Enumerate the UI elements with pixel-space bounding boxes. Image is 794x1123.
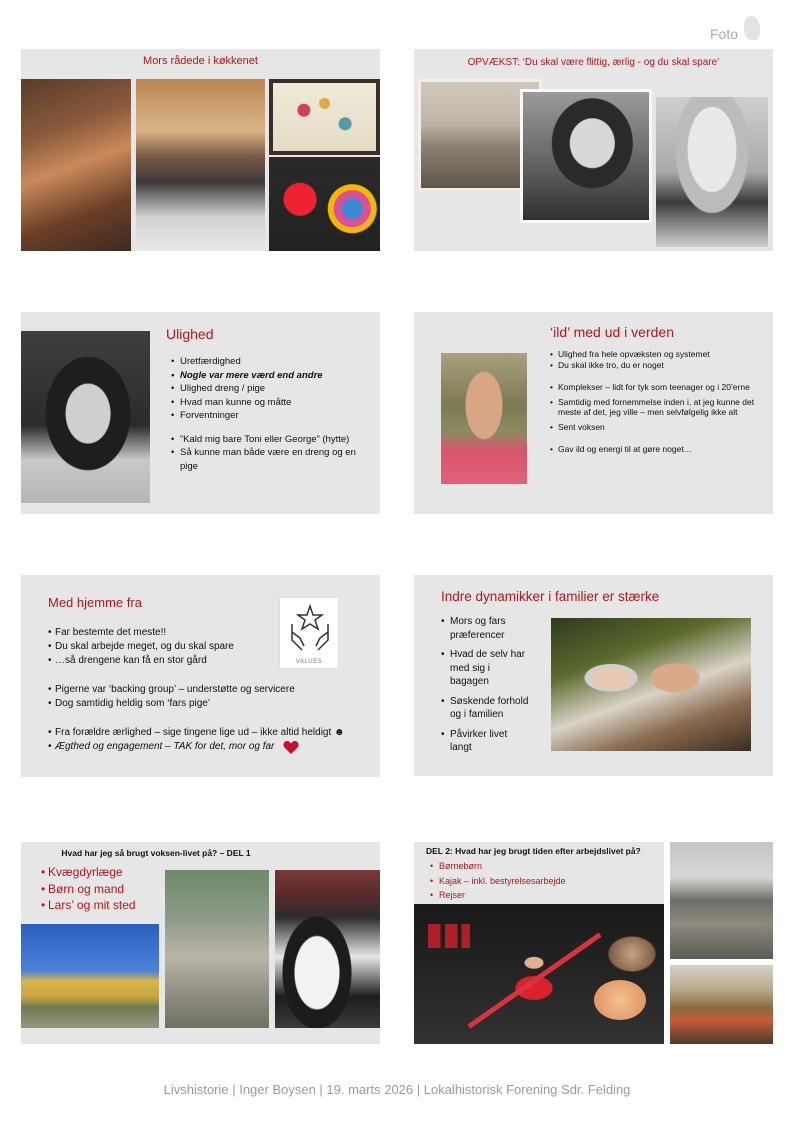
photo-train-station bbox=[670, 842, 773, 959]
slide-header-area bbox=[414, 842, 664, 904]
list-item: • Fra forældre ærlighed – sige tingene lige ud – ikke altid heldigt ☻ bbox=[48, 726, 368, 740]
photo-forest-kayaks bbox=[670, 965, 773, 1044]
list-item: • …så drengene kan få en stor gård bbox=[48, 654, 368, 668]
list-item: • Pigerne var ‘backing group’ – understøtte og servicere bbox=[48, 683, 368, 697]
slide-opvaekst bbox=[414, 49, 773, 251]
slide-title: Med hjemme fra bbox=[48, 595, 142, 610]
foto-label: Foto bbox=[710, 26, 739, 42]
slide-ild bbox=[414, 312, 773, 514]
slide-title: Ulighed bbox=[166, 326, 214, 342]
list-item: • Dog samtidig heldig som ‘fars pige’ bbox=[48, 697, 368, 711]
kayak-club-logo bbox=[428, 924, 470, 948]
photo-elderly-couple bbox=[551, 618, 751, 751]
list-item: • Mors og fars præferencer bbox=[441, 615, 531, 642]
photo-kayak bbox=[414, 904, 664, 1044]
list-item: • Nogle var mere værd end andre bbox=[171, 369, 371, 383]
bullet-list bbox=[41, 864, 136, 914]
slide-indre-dynamikker bbox=[414, 575, 773, 776]
slide-title: OPVÆKST: ‘Du skal være flittig, ærlig - og du skal spare’ bbox=[467, 57, 720, 68]
bullet-list bbox=[48, 683, 368, 711]
photo-grandchildren-2 bbox=[594, 980, 646, 1020]
list-item: • Uretfærdighed bbox=[171, 355, 371, 369]
list-item: • Gav ild og energi til at gøre noget… bbox=[550, 444, 764, 455]
values-label: VALUES bbox=[295, 659, 323, 665]
photo-woman-portrait bbox=[441, 353, 527, 484]
list-item: • Komplekser – lidt for tyk som teenager og i 20’erne bbox=[550, 382, 764, 393]
slide-ulighed bbox=[21, 312, 380, 514]
heart-icon bbox=[283, 739, 299, 755]
list-item: • Børn og mand bbox=[41, 881, 136, 898]
bullet-list bbox=[550, 349, 764, 455]
list-item: • Så kunne man både være en dreng og en pige bbox=[171, 446, 371, 473]
photo-girl-portrait bbox=[520, 89, 652, 223]
photo-family-rocks bbox=[165, 870, 269, 1028]
bullet-list bbox=[441, 615, 531, 761]
logo-icon bbox=[744, 16, 760, 40]
photo-child-portrait bbox=[21, 331, 150, 503]
slide-title: Hvad har jeg så brugt voksen-livet på? – DEL 1 bbox=[61, 848, 251, 858]
list-item: • Påvirker livet langt bbox=[441, 728, 531, 755]
list-item: • Børnebørn bbox=[430, 859, 566, 874]
list-item: • Far bestemte det meste!! bbox=[48, 626, 368, 640]
list-item: • Hvad de selv har med sig i bagagen bbox=[441, 648, 531, 689]
slide-mors-koekken bbox=[21, 49, 380, 251]
list-item: • Ægthed og engagement – TAK for det, mor og far bbox=[48, 740, 368, 754]
list-item: • Søskende forhold og i familien bbox=[441, 695, 531, 722]
page-footer: Livshistorie | Inger Boysen | 19. marts 2026 | Lokalhistorisk Forening Sdr. Felding bbox=[163, 1082, 631, 1097]
bullet-list bbox=[48, 726, 368, 754]
slide-title: ‘ild’ med ud i verden bbox=[550, 324, 674, 340]
photo-cushions bbox=[269, 157, 380, 251]
photo-cow bbox=[275, 870, 380, 1028]
list-item: • Du skal ikke tro, du er noget bbox=[550, 360, 764, 371]
list-item: • Kajak – inkl. bestyrelsesarbejde bbox=[430, 874, 566, 889]
slide-voksenliv bbox=[21, 842, 380, 1044]
photo-grandchildren bbox=[608, 936, 656, 972]
slide-efter-arbejdslivet bbox=[414, 842, 773, 1044]
photo-embroidery bbox=[269, 79, 380, 155]
photo-mother-cooking bbox=[21, 79, 131, 251]
bullet-list bbox=[48, 626, 368, 668]
photo-mother-kitchen bbox=[136, 79, 265, 251]
list-item: • Hvad man kunne og måtte bbox=[171, 396, 371, 410]
list-item: • Lars’ og mit sted bbox=[41, 897, 136, 914]
list-item: • ”Kald mig bare Toni eller George” (hytte) bbox=[171, 433, 371, 447]
slide-title: Mors rådede i køkkenet bbox=[143, 55, 258, 67]
slide-title: DEL 2: Hvad har jeg brugt tiden efter arbejdslivet på? bbox=[426, 846, 641, 856]
list-item: • Ulighed dreng / pige bbox=[171, 382, 371, 396]
bullet-list bbox=[171, 355, 371, 473]
slide-med-hjemme-fra bbox=[21, 575, 380, 777]
slide-title: Indre dynamikker i familier er stærke bbox=[441, 589, 660, 604]
list-item: • Samtidig med fornemmelse inden i, at jeg kunne det meste af det, jeg ville – men selvfølgelig ikke alt bbox=[550, 397, 764, 418]
list-item: • Forventninger bbox=[171, 409, 371, 423]
photo-farmhouse bbox=[21, 924, 159, 1028]
photo-girl-smiling bbox=[656, 97, 768, 247]
bullet-list bbox=[430, 859, 566, 903]
list-item: • Rejser bbox=[430, 888, 566, 903]
paddle-shape bbox=[468, 933, 602, 1029]
list-item: • Kvægdyrlæge bbox=[41, 864, 136, 881]
list-item: • Ulighed fra hele opvæksten og systemet bbox=[550, 349, 764, 360]
list-item: • Sent voksen bbox=[550, 422, 764, 433]
list-item: • Du skal arbejde meget, og du skal spare bbox=[48, 640, 368, 654]
